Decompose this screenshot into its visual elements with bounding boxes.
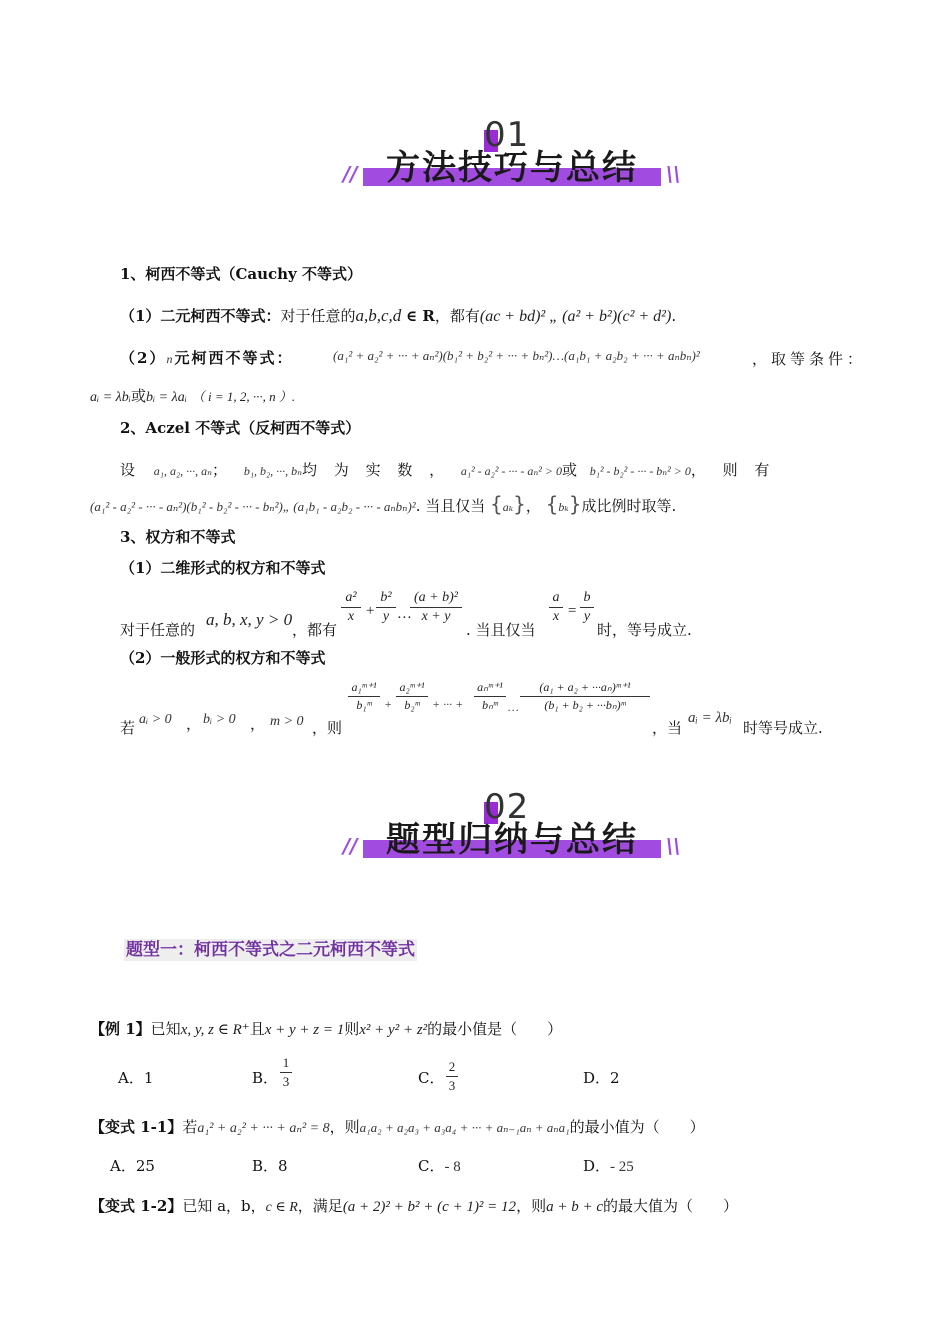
text: 对于任意的 — [280, 307, 356, 325]
left-slash-icon: // — [343, 834, 358, 858]
math-c-in-r: c ∈ R — [265, 1200, 298, 1215]
fraction-a2-x — [341, 590, 361, 625]
math-vars: a,b,c,d — [355, 306, 402, 325]
denominator: (b₁ + b₂ + ···bₙ)ᵐ — [544, 698, 626, 712]
math-ak: aₖ — [502, 500, 514, 514]
math-m-pos: m > 0 — [270, 714, 304, 729]
denominator: b₂ᵐ — [404, 698, 420, 712]
text-real: 均 为 实 数 ， — [302, 461, 451, 479]
denominator: y — [382, 609, 390, 624]
text: 已知 — [150, 1020, 181, 1038]
math-sum: x + y + z = 1 — [264, 1022, 345, 1038]
option-b-fraction — [280, 1055, 292, 1090]
denominator: x — [347, 609, 355, 624]
text: 若 — [182, 1118, 198, 1136]
sub-heading-2d: （1）二维形式的权方和不等式 — [120, 559, 326, 577]
comma: ， — [250, 715, 266, 733]
math-squares: x² + y² + z² — [359, 1022, 428, 1038]
label: D． — [583, 1157, 611, 1175]
denominator: x — [552, 609, 560, 624]
plus-sign: + — [365, 603, 376, 619]
aczel-line-1 — [120, 460, 865, 481]
label: C． — [418, 1157, 445, 1175]
denominator: x + y — [421, 609, 451, 624]
brace-icon: } — [568, 492, 582, 516]
math-products: a₁a₂ + a₂a₃ + a₃a₄ + ··· + aₙ₋₁aₙ + aₙa₁ — [359, 1120, 570, 1135]
math-in-r: ∈ R — [406, 307, 435, 325]
math-sumsq: a₁² + a₂² + ··· + aₙ² = 8 — [197, 1121, 330, 1136]
cauchy-equality-line — [90, 386, 295, 408]
math-inequality: (ac + bd)² „ (a² + b²)(c² + d²) — [479, 308, 672, 325]
weighted-2d-text4: 时，等号成立. — [597, 621, 692, 639]
denominator: 3 — [282, 1074, 290, 1089]
section-banner-2 — [0, 787, 950, 870]
option-a[interactable]: A．1 — [118, 1069, 154, 1087]
label: （2） — [120, 349, 167, 367]
comma: ， — [186, 715, 202, 733]
fraction-general-3 — [474, 680, 506, 713]
numerator: a₂ᵐ⁺¹ — [399, 680, 425, 694]
numerator: a₁ᵐ⁺¹ — [351, 680, 377, 694]
weighted-2d-vars: a, b, x, y > 0 — [206, 610, 293, 629]
math-eq1: aᵢ = λbᵢ — [90, 390, 131, 405]
left-slash-icon: // — [343, 162, 358, 186]
numerator: 1 — [282, 1055, 290, 1070]
option-c[interactable]: C． — [418, 1069, 445, 1087]
option-c[interactable] — [418, 1156, 461, 1177]
brace-icon: { — [490, 492, 503, 516]
text-semi: ； — [212, 461, 228, 479]
fraction-a-x — [549, 590, 563, 625]
numerator: b² — [380, 590, 392, 605]
text-or: 或 — [130, 387, 146, 405]
math-bk: bₖ — [558, 500, 569, 514]
option-b[interactable]: B．8 — [252, 1157, 288, 1175]
example-label: 【例 1】 — [90, 1020, 151, 1038]
cauchy-n-dim-math: (a₁² + a₂² + ··· + aₙ²)(b₁² + b₂² + ··· + bₙ²)…(a₁b₁ + a₂b₂ + ··· + aₙbₙ)² — [333, 348, 700, 363]
banner-number: 02 — [484, 787, 530, 827]
fraction-b-y — [580, 590, 594, 625]
example-label: 【变式 1-2】 — [90, 1197, 183, 1215]
text-or: 或 — [561, 461, 577, 479]
relation-sign: … — [508, 700, 519, 714]
variant-1-2 — [90, 1196, 738, 1218]
banner-title: 题型归纳与总结 — [386, 820, 638, 860]
text: ，则 — [516, 1197, 547, 1215]
text-then: ， 则 有 — [690, 461, 776, 479]
text-iff: . 当且仅当 — [415, 497, 486, 515]
math-cond1: a₁² - a₂² - ··· - aₙ² > 0 — [460, 464, 562, 478]
aczel-line-2 — [90, 494, 676, 517]
cauchy-n-dim-cond: ，取等条件： — [752, 350, 867, 368]
numerator: (a + b)² — [414, 590, 458, 605]
math-aczel: (a₁² - a₂² - ··· - aₙ²)(b₁² - b₂² - ··· - bₙ²)„ (a₁b₁ - a₂b₂ - ··· - aₙbₙ)² — [90, 499, 416, 514]
text: 的最小值为（ ） — [569, 1118, 705, 1136]
text: ，都有 — [434, 307, 480, 325]
value: - 25 — [610, 1159, 634, 1175]
text-then: ，则 — [312, 719, 343, 737]
label: （1）二元柯西不等式： — [120, 307, 281, 325]
weighted-2d-text3: . 当且仅当 — [466, 621, 536, 639]
banner-title: 方法技巧与总结 — [386, 148, 638, 188]
period: . — [671, 307, 677, 325]
numerator: a² — [345, 590, 357, 605]
section-heading-aczel: 2、Aczel 不等式（反柯西不等式） — [120, 419, 361, 437]
math-a-seq: a₁, a₂, ···, aₙ — [153, 464, 213, 478]
text: 对于任意的 — [120, 621, 196, 639]
numerator: aₙᵐ⁺¹ — [477, 680, 503, 694]
numerator: b — [583, 590, 591, 605]
section-banner-1 — [0, 115, 950, 198]
weighted-2d-text1 — [120, 620, 195, 640]
text: 的最小值是（ ） — [427, 1020, 563, 1038]
numerator: a — [552, 590, 560, 605]
math-range: （ i = 1, 2, ···, n ）. — [191, 389, 296, 404]
fraction-b2-y — [376, 590, 396, 625]
text: 则 — [344, 1020, 360, 1038]
option-d[interactable]: D．2 — [583, 1069, 620, 1087]
option-d[interactable] — [583, 1156, 634, 1177]
text-comma: ， — [525, 497, 541, 515]
banner-number: 01 — [484, 115, 530, 155]
text-prop: 成比例时取等. — [581, 497, 677, 515]
math-bi-pos: bᵢ > 0 — [203, 712, 236, 727]
math-cond2: b₁² - b₂² - ··· - bₙ² > 0 — [589, 464, 691, 478]
example-label: 【变式 1-1】 — [90, 1118, 183, 1136]
equals-sign: = — [567, 603, 578, 619]
fraction-general-1 — [348, 680, 380, 713]
plus-sign: + — [384, 697, 393, 711]
text: 且 — [249, 1020, 265, 1038]
weighted-general-ruo: 若 — [120, 719, 136, 737]
fraction-general-2 — [396, 680, 428, 713]
denominator: b₁ᵐ — [356, 698, 372, 712]
brace-icon: } — [513, 492, 526, 516]
denominator: bₙᵐ — [482, 698, 498, 712]
topic-heading: 题型一：柯西不等式之二元柯西不等式 — [126, 940, 415, 960]
math-n: n — [166, 352, 175, 366]
right-slash-icon: \\ — [666, 834, 681, 858]
math-constraint: (a + 2)² + b² + (c + 1)² = 12 — [342, 1199, 517, 1215]
math-eq2: bᵢ = λaᵢ — [145, 390, 187, 405]
value: - 8 — [444, 1159, 461, 1175]
text: 已知 a，b， — [182, 1197, 266, 1215]
denominator: 3 — [448, 1078, 456, 1093]
fraction-sum — [410, 590, 462, 625]
relation-sign: … — [398, 606, 412, 622]
label: 元柯西不等式： — [174, 349, 294, 367]
text-she: 设 — [120, 461, 136, 479]
option-c-fraction — [446, 1059, 458, 1094]
math-ai-lambda: aᵢ = λbᵢ — [688, 710, 732, 726]
weighted-2d-text2: ，都有 — [292, 621, 338, 639]
math-b-seq: b₁, b₂, ···, bₙ — [243, 464, 303, 478]
numerator: (a₁ + a₂ + ···aₙ)ᵐ⁺¹ — [539, 680, 631, 694]
math-set: x, y, z ∈ R⁺ — [180, 1022, 250, 1038]
text: 的最大值为（ ） — [602, 1197, 738, 1215]
text-equality: 时等号成立. — [743, 719, 823, 737]
section-heading-cauchy: 1、柯西不等式（Cauchy 不等式） — [120, 265, 362, 283]
cauchy-n-dim-line — [120, 348, 293, 369]
option-b[interactable]: B． — [252, 1069, 279, 1087]
section-heading-weighted: 3、权方和不等式 — [120, 528, 236, 546]
example-1 — [90, 1019, 562, 1040]
fraction-general-sum — [520, 680, 650, 713]
dots: + ··· + — [432, 697, 464, 711]
text: ，满足 — [297, 1197, 343, 1215]
option-a[interactable]: A．25 — [110, 1157, 155, 1175]
math-sum: a + b + c — [546, 1199, 603, 1215]
numerator: 2 — [448, 1059, 456, 1074]
text: ，则 — [329, 1118, 360, 1136]
denominator: y — [583, 609, 591, 624]
brace-icon: { — [545, 492, 559, 516]
math-ai-pos: aᵢ > 0 — [139, 712, 172, 727]
variant-1-1 — [90, 1117, 705, 1139]
right-slash-icon: \\ — [666, 162, 681, 186]
text-when: ，当 — [652, 719, 683, 737]
sub-heading-general: （2）一般形式的权方和不等式 — [120, 649, 326, 667]
cauchy-two-dim-line — [120, 306, 676, 327]
